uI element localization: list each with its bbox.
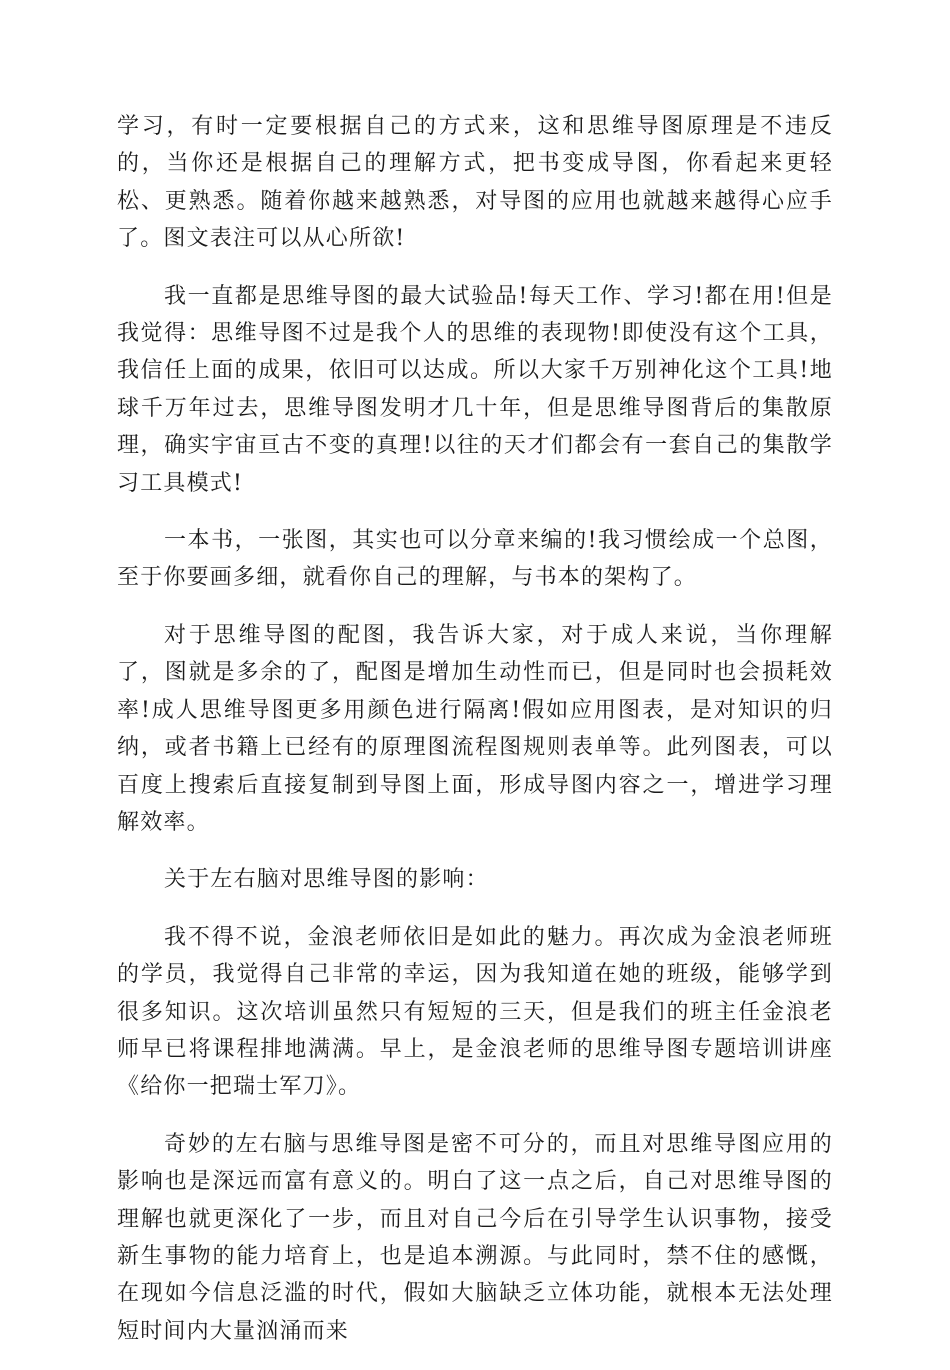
paragraph-5: 关于左右脑对思维导图的影响： (164, 867, 489, 893)
paragraph-4: 对于思维导图的配图，我告诉大家，对于成人来说，当你理解了，图就是多余的了，配图是增加生动性而已，但是同时也会损耗效率!成人思维导图更多用颜色进行隔离!假如应用图表，是对知识的归纳，或者书籍上已经有的原理图流程图规则表单等。此列图表，可以百度上搜索后直接复制到导图上面，形成导图内容之一，增进学习理解效率。 (117, 622, 833, 835)
paragraph-1: 学习，有时一定要根据自己的方式来，这和思维导图原理是不违反的，当你还是根据自己的理解方式，把书变成导图，你看起来更轻松、更熟悉。随着你越来越熟悉，对导图的应用也就越来越得心应手了。图文表注可以从心所欲! (117, 114, 833, 252)
paragraph-6: 我不得不说，金浪老师依旧是如此的魅力。再次成为金浪老师班的学员，我觉得自己非常的幸运，因为我知道在她的班级，能够学到很多知识。这次培训虽然只有短短的三天，但是我们的班主任金浪老师早已将课程排地满满。早上，是金浪老师的思维导图专题培训讲座《给你一把瑞士军刀》。 (117, 924, 833, 1100)
paragraph-2: 我一直都是思维导图的最大试验品!每天工作、学习!都在用!但是我觉得：思维导图不过是我个人的思维的表现物!即使没有这个工具，我信任上面的成果，依旧可以达成。所以大家千万别神化这个工具!地球千万年过去，思维导图发明才几十年，但是思维导图背后的集散原理，确实宇宙亘古不变的真理!以往的天才们都会有一套自己的集散学习工具模式! (117, 283, 833, 496)
document-body (117, 108, 833, 1370)
paragraph-3: 一本书，一张图，其实也可以分章来编的!我习惯绘成一个总图，至于你要画多细，就看你自己的理解，与书本的架构了。 (117, 528, 833, 591)
paragraph-7: 奇妙的左右脑与思维导图是密不可分的，而且对思维导图应用的影响也是深远而富有意义的。明白了这一点之后，自己对思维导图的理解也就更深化了一步，而且对自己今后在引导学生认识事物，接受新生事物的能力培育上，也是追本溯源。与此同时，禁不住的感慨，在现如今信息泛滥的时代，假如大脑缺乏立体功能，就根本无法处理短时间内大量汹涌而来 (117, 1131, 833, 1344)
